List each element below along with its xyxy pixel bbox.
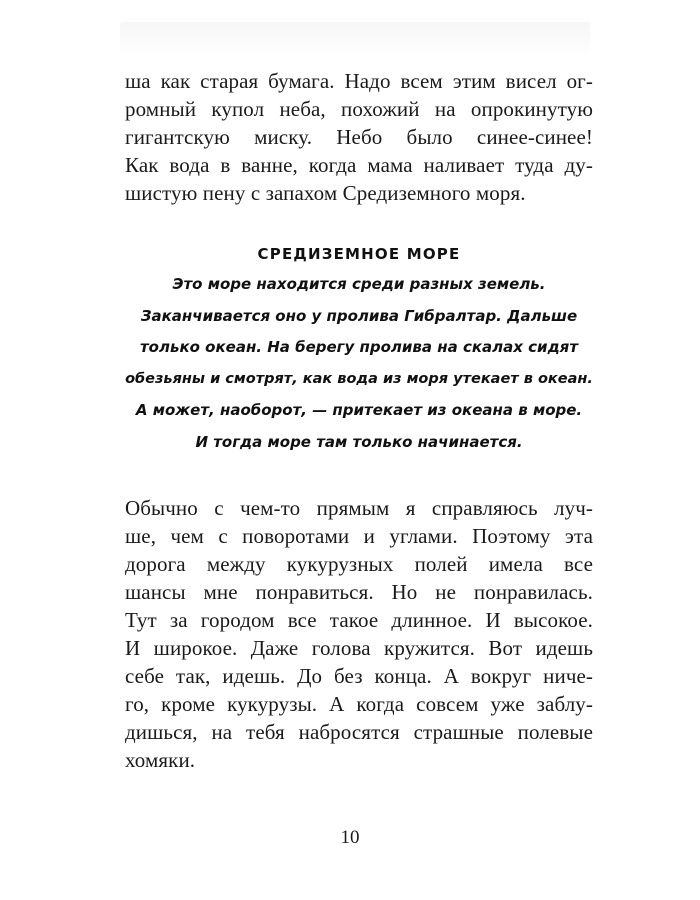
- text-line: го, кроме кукурузы. А когда совсем уже заблу-: [125, 692, 593, 716]
- text-line: ромный купол неба, похожий на опрокинутую: [125, 97, 593, 121]
- text-line: шансы мне понравиться. Но не понравилась.: [125, 580, 593, 604]
- text-line: ше, чем с поворотами и углами. Поэтому эта: [125, 524, 593, 548]
- inset-line: А может, наоборот, — притекает из океана в море.: [135, 401, 583, 419]
- inset-line: только океан. На берегу пролива на скалах сидят: [139, 338, 579, 356]
- inset-title: СРЕДИЗЕМНОЕ МОРЕ: [257, 245, 461, 263]
- paragraph-2: [125, 494, 593, 774]
- top-page-shadow: [120, 22, 590, 56]
- inset-line: обезьяны и смотрят, как вода из моря утекает в океан.: [125, 370, 593, 387]
- mediterranean-sea-inset: [125, 243, 593, 458]
- page-number: 10: [340, 827, 360, 848]
- inset-line: И тогда море там только начинается.: [195, 432, 523, 451]
- paragraph-1: [125, 67, 593, 207]
- text-line: гигантскую миску. Небо было синее-синее!: [125, 125, 593, 149]
- text-line: шистую пену с запахом Средиземного моря.: [125, 181, 526, 205]
- text-line: хомяки.: [125, 748, 196, 772]
- text-line: дишься, на тебя набросятся страшные полевые: [125, 720, 593, 744]
- text-line: себе так, идешь. До без конца. А вокруг ниче-: [125, 664, 593, 688]
- text-line: Как вода в ванне, когда мама наливает туда ду-: [125, 153, 593, 177]
- text-line: И широкое. Даже голова кружится. Вот идешь: [125, 636, 593, 660]
- text-line: Тут за городом все такое длинное. И высокое.: [125, 608, 593, 632]
- text-line: дорога между кукурузных полей имела все: [125, 552, 593, 576]
- inset-line: Это море находится среди разных земель.: [172, 275, 546, 293]
- text-line: ша как старая бумага. Надо всем этим висел ог-: [125, 69, 593, 93]
- inset-line: Заканчивается оно у пролива Гибралтар. Дальше: [140, 306, 578, 325]
- text-line: Обычно с чем-то прямым я справляюсь луч-: [125, 496, 593, 520]
